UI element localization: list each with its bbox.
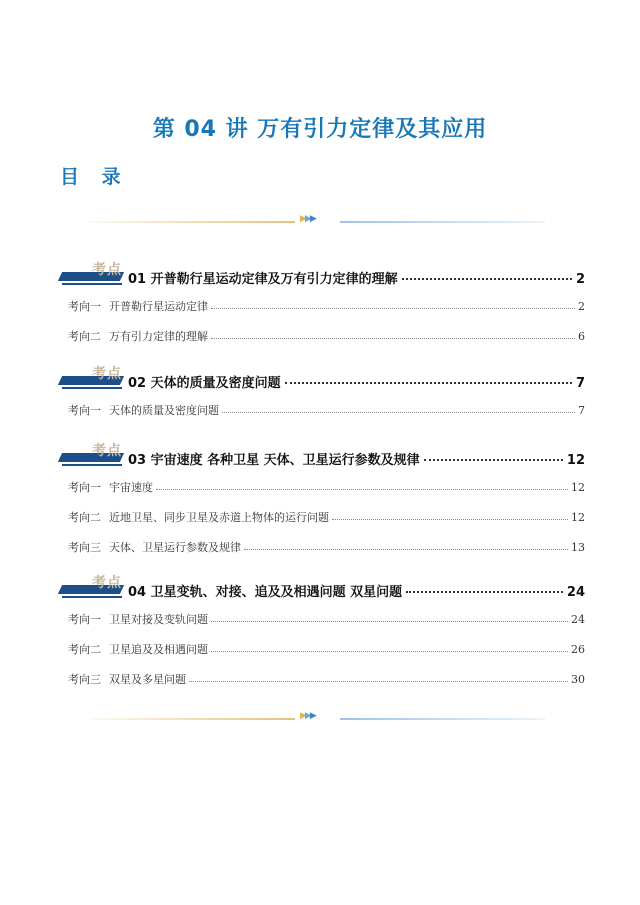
divider-arrows-icon: ▶▶▶ bbox=[300, 711, 315, 721]
entry-label: 考向二 bbox=[68, 643, 101, 656]
toc-entry[interactable] bbox=[60, 291, 585, 321]
toc-section-2 bbox=[60, 366, 585, 425]
entry-label: 考向一 bbox=[68, 613, 101, 626]
toc-entry[interactable] bbox=[60, 664, 585, 694]
entry-text: 双星及多星问题 bbox=[109, 673, 186, 686]
divider-right-line bbox=[340, 221, 545, 223]
entry-page: 30 bbox=[571, 672, 585, 686]
entry-label: 考向三 bbox=[68, 673, 101, 686]
entry-page: 12 bbox=[571, 510, 585, 524]
entry-page: 26 bbox=[571, 642, 585, 656]
entry-label: 考向一 bbox=[68, 300, 101, 313]
section-page: 24 bbox=[566, 585, 585, 600]
leader-dots bbox=[406, 591, 563, 593]
badge-label: 考点 bbox=[92, 366, 122, 382]
divider-arrows-icon: ▶▶▶ bbox=[300, 214, 315, 224]
leader-dots bbox=[189, 681, 568, 682]
entry-text: 天体的质量及密度问题 bbox=[109, 404, 219, 417]
section-page: 12 bbox=[566, 453, 585, 468]
toc-section-3 bbox=[60, 443, 585, 562]
leader-dots bbox=[402, 278, 572, 280]
page-title: 第 04 讲 万有引力定律及其应用 bbox=[152, 117, 488, 142]
entry-text: 近地卫星、同步卫星及赤道上物体的运行问题 bbox=[109, 511, 329, 524]
badge-label: 考点 bbox=[92, 575, 122, 591]
entry-page: 7 bbox=[578, 403, 585, 417]
toc-section-heading[interactable] bbox=[60, 443, 585, 472]
leader-dots bbox=[244, 549, 568, 550]
entry-page: 6 bbox=[578, 329, 585, 343]
entry-page: 12 bbox=[571, 480, 585, 494]
badge-label: 考点 bbox=[92, 443, 122, 459]
kaodian-badge bbox=[60, 366, 128, 391]
entry-page: 13 bbox=[571, 540, 585, 554]
toc-entry[interactable] bbox=[60, 321, 585, 351]
section-page: 7 bbox=[575, 376, 585, 391]
leader-dots bbox=[211, 338, 575, 339]
leader-dots bbox=[211, 621, 568, 622]
toc-entry[interactable] bbox=[60, 634, 585, 664]
leader-dots bbox=[332, 519, 568, 520]
leader-dots bbox=[222, 412, 575, 413]
divider-left-line bbox=[90, 718, 295, 720]
top-divider bbox=[90, 214, 550, 227]
toc-entry[interactable] bbox=[60, 532, 585, 562]
entry-label: 考向二 bbox=[68, 511, 101, 524]
leader-dots bbox=[211, 308, 575, 309]
entry-text: 万有引力定律的理解 bbox=[109, 330, 208, 343]
entry-text: 宇宙速度 bbox=[109, 481, 153, 494]
leader-dots bbox=[211, 651, 568, 652]
entry-page: 24 bbox=[571, 612, 585, 626]
entry-text: 天体、卫星运行参数及规律 bbox=[109, 541, 241, 554]
leader-dots bbox=[285, 382, 572, 384]
toc-entry[interactable] bbox=[60, 395, 585, 425]
leader-dots bbox=[424, 459, 563, 461]
entry-text: 卫星追及及相遇问题 bbox=[109, 643, 208, 656]
entry-text: 开普勒行星运动定律 bbox=[109, 300, 208, 313]
kaodian-badge bbox=[60, 575, 128, 600]
badge-label: 考点 bbox=[92, 262, 122, 278]
bottom-divider bbox=[90, 711, 550, 724]
entry-label: 考向三 bbox=[68, 541, 101, 554]
leader-dots bbox=[156, 489, 568, 490]
section-title: 02 天体的质量及密度问题 bbox=[128, 376, 281, 391]
entry-label: 考向二 bbox=[68, 330, 101, 343]
entry-page: 2 bbox=[578, 299, 585, 313]
entry-label: 考向一 bbox=[68, 404, 101, 417]
toc-section-4 bbox=[60, 575, 585, 694]
section-title: 01 开普勒行星运动定律及万有引力定律的理解 bbox=[128, 272, 398, 287]
divider-left-line bbox=[90, 221, 295, 223]
toc-section-heading[interactable] bbox=[60, 366, 585, 395]
toc-heading: 目 录 bbox=[60, 166, 129, 188]
section-title: 04 卫星变轨、对接、追及及相遇问题 双星问题 bbox=[128, 585, 403, 600]
toc-section-1 bbox=[60, 262, 585, 351]
kaodian-badge bbox=[60, 262, 128, 287]
section-title: 03 宇宙速度 各种卫星 天体、卫星运行参数及规律 bbox=[128, 453, 420, 468]
toc-section-heading[interactable] bbox=[60, 262, 585, 291]
toc-entry[interactable] bbox=[60, 604, 585, 634]
entry-label: 考向一 bbox=[68, 481, 101, 494]
toc-entry[interactable] bbox=[60, 502, 585, 532]
toc-section-heading[interactable] bbox=[60, 575, 585, 604]
section-page: 2 bbox=[575, 272, 585, 287]
toc-entry[interactable] bbox=[60, 472, 585, 502]
divider-right-line bbox=[340, 718, 545, 720]
kaodian-badge bbox=[60, 443, 128, 468]
entry-text: 卫星对接及变轨问题 bbox=[109, 613, 208, 626]
